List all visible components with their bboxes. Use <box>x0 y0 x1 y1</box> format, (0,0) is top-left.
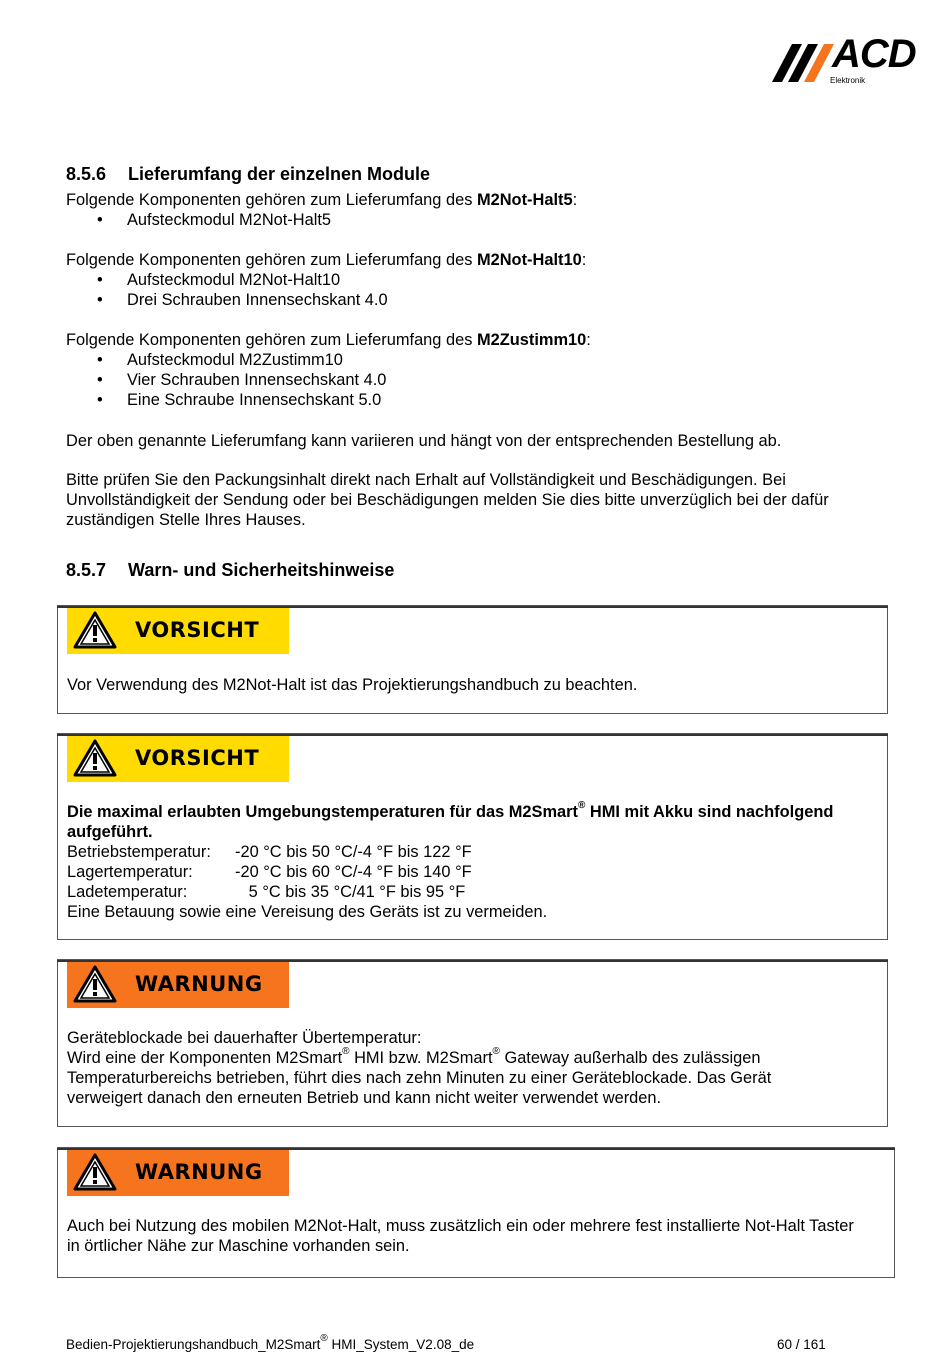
temperature-row: Ladetemperatur: 5 °C bis 35 °C/41 °F bis 95 °F <box>67 883 466 901</box>
product-name: M2Zustimm10 <box>476 331 587 349</box>
list-item: • Aufsteckmodul M2Not-Halt5 <box>66 210 896 230</box>
section-8-5-7 <box>66 559 896 581</box>
warning-triangle-icon <box>73 1152 117 1192</box>
caution-box-2 <box>57 733 888 940</box>
caution-text: Vor Verwendung des M2Not-Halt ist das Projektierungshandbuch zu beachten. <box>67 676 638 694</box>
list-item: • Drei Schrauben Innensechskant 4.0 <box>66 290 896 310</box>
caution-content: Die maximal erlaubten Umgebungstemperaturen für das M2Smart® HMI mit Akku sind nachfolgend aufgeführt. Betriebstemperatur: -20 °C bis 50 °C/-4 °F bis 122 °F Lagertemperatur: -20 °C bis 60 °C/-4 °F bis 140 °F Ladetemperatur: 5 °C bis 35 °C/41 °F bis 95 °F Eine Betauung sowie eine Vereisung des Geräts ist zu vermeiden. <box>67 802 879 922</box>
caution-sign <box>67 734 289 782</box>
warning-box-2 <box>57 1147 895 1278</box>
caution-box-1 <box>57 605 888 714</box>
section-heading <box>66 559 896 581</box>
group-intro: Folgende Komponenten gehören zum Lieferumfang des M2Not-Halt10: <box>66 251 587 269</box>
temperature-row: Betriebstemperatur: -20 °C bis 50 °C/-4 °F bis 122 °F <box>67 843 472 861</box>
page-number: 60 / 161 <box>777 1337 826 1352</box>
caution-label: VORSICHT <box>135 618 260 642</box>
section-number: 8.5.6 <box>66 164 107 184</box>
section-8-5-6 <box>66 163 896 185</box>
warning-sign <box>67 960 289 1008</box>
footer-document-name: Bedien-Projektierungshandbuch_M2Smart® HMI_System_V2.08_de <box>66 1332 475 1352</box>
section-number: 8.5.7 <box>66 560 107 580</box>
product-name: M2Not-Halt5 <box>476 191 573 209</box>
group-intro: Folgende Komponenten gehören zum Lieferumfang des M2Not-Halt5: <box>66 191 578 209</box>
warning-triangle-icon <box>73 610 117 650</box>
warning-label: WARNUNG <box>135 972 263 996</box>
warning-triangle-icon <box>73 738 117 778</box>
warning-triangle-icon <box>73 964 117 1004</box>
caution-sign <box>67 606 289 654</box>
delivery-group-2 <box>66 250 896 310</box>
list-item: • Aufsteckmodul M2Zustimm10 <box>66 350 896 370</box>
temperature-intro: Die maximal erlaubten Umgebungstemperaturen für das M2Smart® HMI mit Akku sind nachfolgend <box>67 799 834 821</box>
temperature-row: Lagertemperatur: -20 °C bis 60 °C/-4 °F bis 140 °F <box>67 863 472 881</box>
check-note: Bitte prüfen Sie den Packungsinhalt direkt nach Erhalt auf Vollständigkeit und Beschädigungen. Bei Unvollständigkeit der Sendung oder bei Beschädigungen melden Sie dies bitte unverzüglich bei der dafür zuständigen Stelle Ihres Hauses. <box>66 471 829 529</box>
product-name: M2Not-Halt10 <box>476 251 582 269</box>
delivery-group-1 <box>66 190 896 230</box>
section-title: Lieferumfang der einzelnen Module <box>128 164 431 184</box>
group-intro: Folgende Komponenten gehören zum Lieferumfang des M2Zustimm10: <box>66 331 591 349</box>
logo-subtitle: Elektronik <box>830 76 866 85</box>
logo-name: ACD <box>832 32 916 76</box>
warning-sign <box>67 1148 289 1196</box>
warning-content: Auch bei Nutzung des mobilen M2Not-Halt, muss zusätzlich ein oder mehrere fest installierte Not-Halt Taster in örtlicher Nähe zur Maschine vorhanden sein. <box>67 1217 854 1255</box>
section-title: Warn- und Sicherheitshinweise <box>128 560 395 580</box>
caution-label: VORSICHT <box>135 746 260 770</box>
delivery-group-3 <box>66 330 896 410</box>
delivery-note: Der oben genannte Lieferumfang kann variieren und hängt von der entsprechenden Bestellung ab. <box>66 432 782 450</box>
warning-label: WARNUNG <box>135 1160 263 1184</box>
section-heading <box>66 163 896 185</box>
list-item: • Eine Schraube Innensechskant 5.0 <box>66 390 896 410</box>
warning-box-1 <box>57 959 888 1127</box>
list-item: • Aufsteckmodul M2Not-Halt10 <box>66 270 896 290</box>
temperature-tail: Eine Betauung sowie eine Vereisung des Geräts ist zu vermeiden. <box>67 903 548 921</box>
list-item: • Vier Schrauben Innensechskant 4.0 <box>66 370 896 390</box>
warning-content: Geräteblockade bei dauerhafter Übertemperatur: Wird eine der Komponenten M2Smart® HMI bzw. M2Smart® Gateway außerhalb des zulässigen Temperaturbereichs betrieben, führt dies nach zehn Minuten zu einer Geräteblockade. Das Gerät verweigert danach den erneuten Betrieb und kann nicht weiter verwendet werden. <box>67 1029 772 1107</box>
